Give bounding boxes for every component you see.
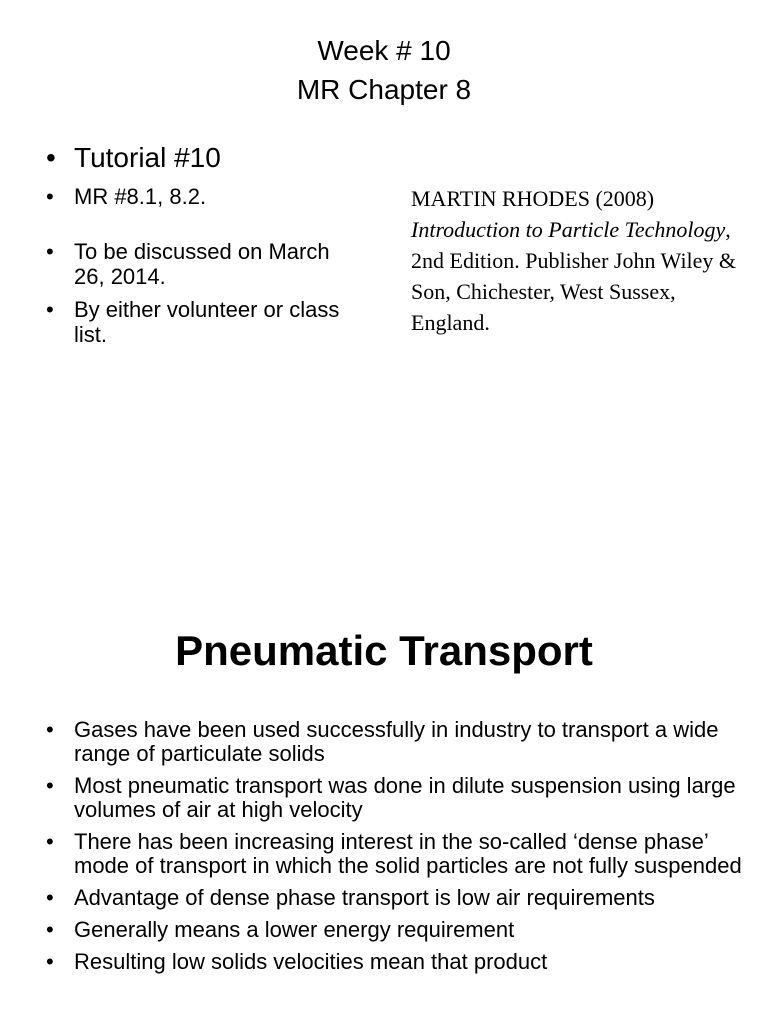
pneumatic-bullet-list bbox=[42, 718, 742, 982]
bullet-dense-phase-interest: • There has been increasing interest in the so-called ‘dense phase’ mode of transport in which the solid particles are not fully suspended bbox=[42, 830, 742, 878]
book-reference bbox=[411, 183, 751, 338]
reference-book-title: Introduction to Particle Technology bbox=[411, 217, 726, 242]
bullet-tutorial: • Tutorial #10 bbox=[42, 142, 342, 174]
tutorial-bullet-list bbox=[42, 142, 342, 347]
bullet-low-air: • Advantage of dense phase transport is low air requirements bbox=[42, 886, 742, 910]
reference-author: MARTIN RHODES (2008) bbox=[411, 186, 655, 211]
slide-title-chapter: MR Chapter 8 bbox=[296, 74, 472, 105]
slide-title-pneumatic: Pneumatic Transport bbox=[175, 627, 593, 674]
bullet-dilute-suspension: • Most pneumatic transport was done in dilute suspension using large volumes of air at high velocity bbox=[42, 774, 742, 822]
bullet-gases-used: • Gases have been used successfully in industry to transport a wide range of particulate solids bbox=[42, 718, 742, 766]
bullet-discussion-date: • To be discussed on March 26, 2014. bbox=[42, 239, 342, 289]
bullet-problems: • MR #8.1, 8.2. bbox=[42, 184, 342, 209]
reference-edition: , 2nd Edition. bbox=[411, 217, 731, 273]
bullet-low-velocities: • Resulting low solids velocities mean that product bbox=[42, 950, 742, 974]
slide-title-week: Week # 10 bbox=[317, 35, 451, 66]
reference-publisher: Publisher John Wiley & Son, Chichester, West Sussex, England. bbox=[411, 248, 737, 335]
bullet-volunteer: • By either volunteer or class list. bbox=[42, 297, 342, 347]
slide-pneumatic-transport bbox=[0, 576, 768, 1024]
bullet-lower-energy: • Generally means a lower energy requirement bbox=[42, 918, 742, 942]
